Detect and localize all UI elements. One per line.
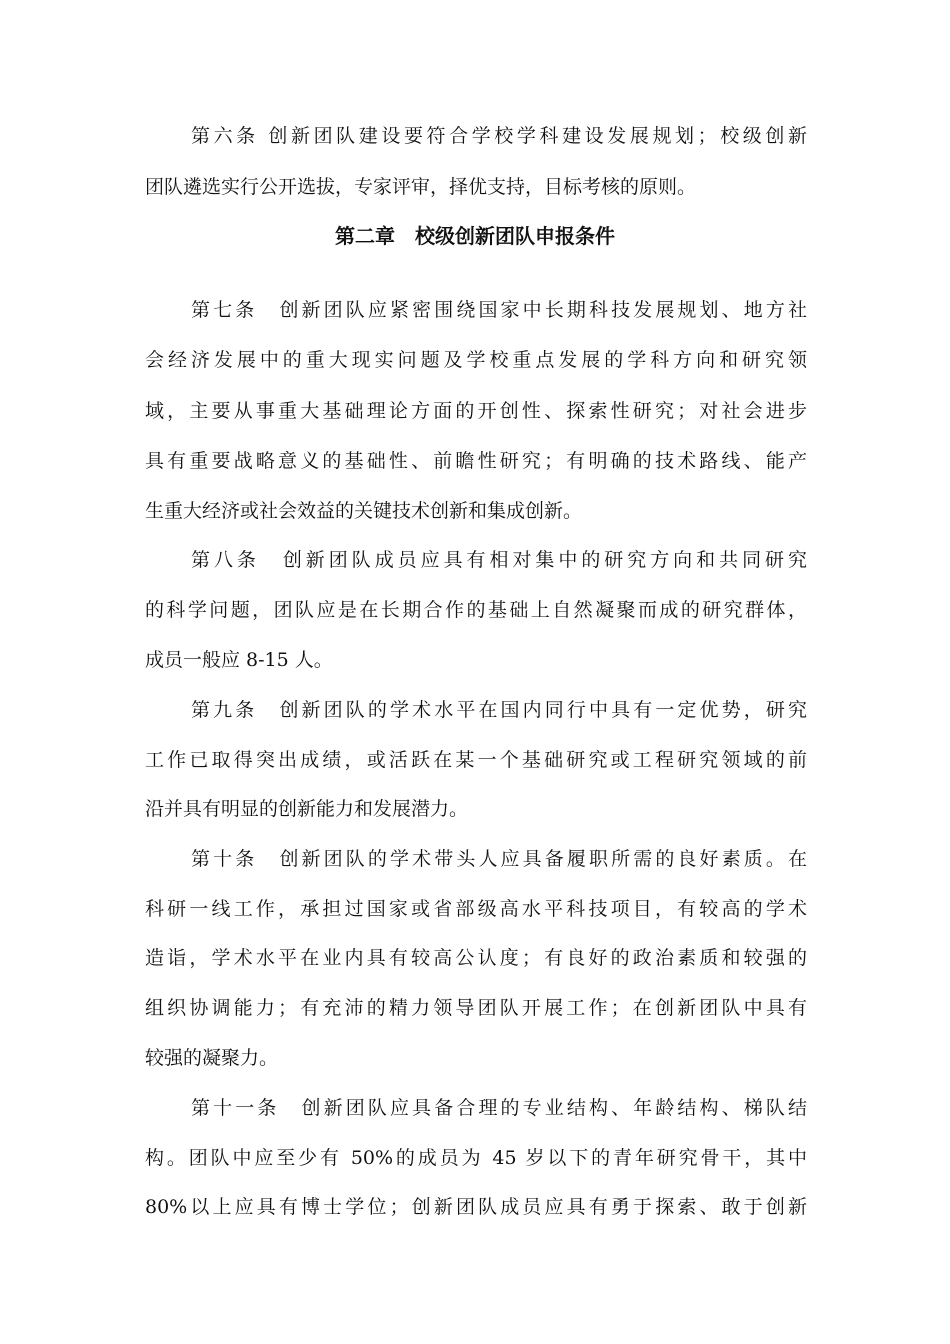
- article-6-line-1: 第六条 创新团队建设要符合学校学科建设发展规划；校级创新: [191, 125, 807, 147]
- article-7-line-1: 第七条 创新团队应紧密围绕国家中长期科技发展规划、地方社: [191, 299, 807, 321]
- chapter-heading: 第二章 校级创新团队申报条件: [335, 224, 615, 248]
- article-10-line-2: 科研一线工作，承担过国家或省部级高水平科技项目，有较高的学术: [145, 898, 807, 920]
- article-7-line-2: 会经济发展中的重大现实问题及学校重点发展的学科方向和研究领: [145, 349, 807, 371]
- article-8-line-3: 成员一般应 8-15 人。: [145, 649, 333, 671]
- article-7-line-5: 生重大经济或社会效益的关键技术创新和集成创新。: [145, 500, 583, 522]
- article-10-line-5: 较强的凝聚力。: [145, 1047, 279, 1069]
- article-7-line-3: 域，主要从事重大基础理论方面的开创性、探索性研究；对社会进步: [145, 400, 807, 422]
- article-11-line-3: 80%以上应具有博士学位；创新团队成员应具有勇于探索、敢于创新: [145, 1196, 807, 1218]
- article-6-line-2: 团队遴选实行公开选拔，专家评审，择优支持，目标考核的原则。: [145, 176, 697, 198]
- article-9-line-1: 第九条 创新团队的学术水平在国内同行中具有一定优势，研究: [191, 699, 807, 721]
- article-10-line-3: 造诣，学术水平在业内具有较高公认度；有良好的政治素质和较强的: [145, 947, 807, 969]
- article-9-line-2: 工作已取得突出成绩，或活跃在某一个基础研究或工程研究领域的前: [145, 749, 807, 771]
- article-8-line-2: 的科学问题，团队应是在长期合作的基础上自然凝聚而成的研究群体，: [145, 599, 807, 621]
- article-11-line-1: 第十一条 创新团队应具备合理的专业结构、年龄结构、梯队结: [191, 1097, 807, 1119]
- article-10-line-4: 组织协调能力；有充沛的精力领导团队开展工作；在创新团队中具有: [145, 997, 807, 1019]
- article-10-line-1: 第十条 创新团队的学术带头人应具备履职所需的良好素质。在: [191, 848, 807, 870]
- article-9-line-3: 沿并具有明显的创新能力和发展潜力。: [145, 798, 469, 820]
- article-11-line-2: 构。团队中应至少有 50%的成员为 45 岁以下的青年研究骨干，其中: [145, 1147, 807, 1169]
- article-7-line-4: 具有重要战略意义的基础性、前瞻性研究；有明确的技术路线、能产: [145, 450, 807, 472]
- article-8-line-1: 第八条 创新团队成员应具有相对集中的研究方向和共同研究: [191, 549, 807, 571]
